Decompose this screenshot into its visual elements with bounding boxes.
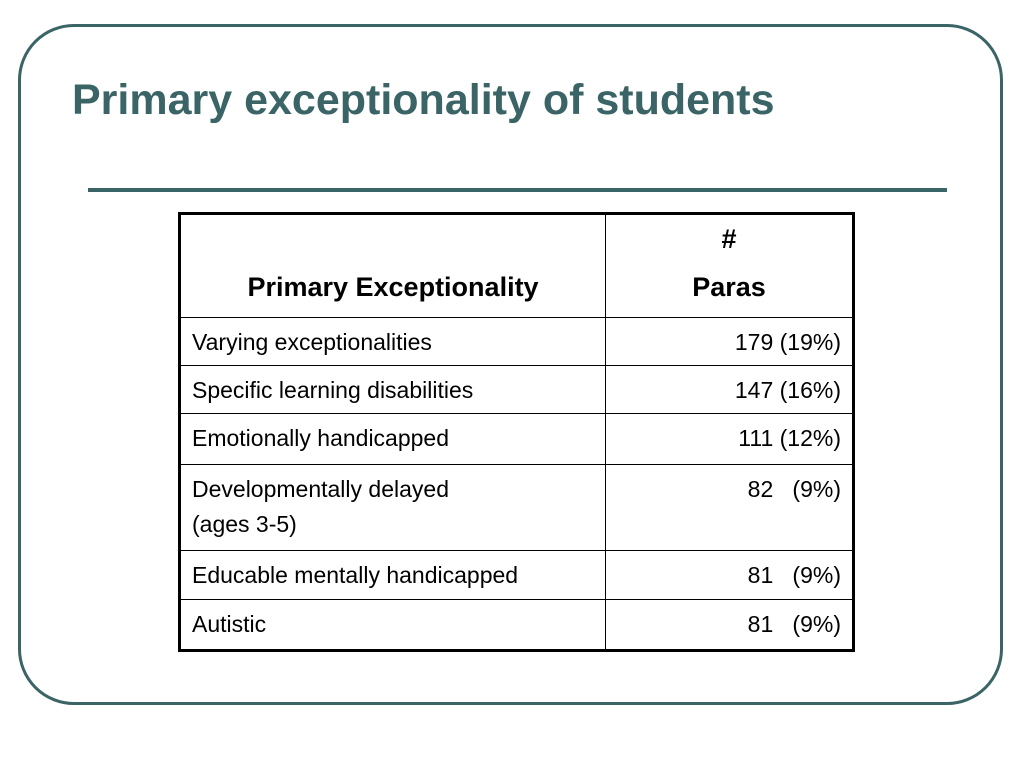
table-row	[180, 465, 854, 551]
table-row	[180, 600, 854, 651]
row-label-line1: Developmentally delayed	[192, 476, 449, 502]
header-primary-exceptionality: Primary Exceptionality	[180, 214, 606, 318]
header-hash-symbol: #	[721, 224, 737, 254]
row-count: 147 (16%)	[606, 366, 854, 414]
table-row	[180, 366, 854, 414]
row-label	[180, 465, 606, 551]
row-count: 179 (19%)	[606, 318, 854, 366]
row-label: Varying exceptionalities	[180, 318, 606, 366]
row-count: 82 (9%)	[606, 465, 854, 551]
row-count: 81 (9%)	[606, 551, 854, 600]
row-label: Educable mentally handicapped	[180, 551, 606, 600]
header-paras-count	[606, 214, 854, 318]
header-paras-label: Paras	[692, 272, 766, 302]
row-label: Emotionally handicapped	[180, 414, 606, 465]
row-label: Specific learning disabilities	[180, 366, 606, 414]
row-label: Autistic	[180, 600, 606, 651]
table-row	[180, 414, 854, 465]
row-count: 111 (12%)	[606, 414, 854, 465]
table-header-row	[180, 214, 854, 318]
title-underline	[88, 188, 947, 192]
exceptionality-table	[178, 212, 855, 652]
row-label-line2: (ages 3-5)	[192, 511, 297, 537]
table-row	[180, 551, 854, 600]
table-row	[180, 318, 854, 366]
row-count: 81 (9%)	[606, 600, 854, 651]
slide-title: Primary exceptionality of students	[72, 76, 775, 124]
